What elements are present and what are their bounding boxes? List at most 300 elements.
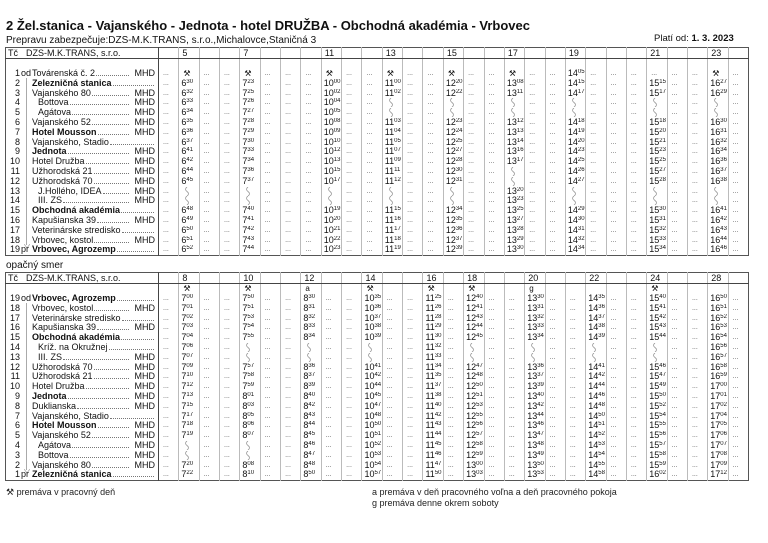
filler-dots: ... — [590, 89, 597, 97]
time-cell — [484, 128, 504, 138]
filler-dots: ... — [407, 226, 413, 234]
filler-dots: ... — [630, 402, 637, 410]
filler-dots: ... — [447, 314, 454, 322]
filler-dots: ... — [407, 148, 413, 156]
time-cell — [321, 392, 341, 402]
time-cell — [240, 421, 260, 431]
filler-dots: ... — [549, 207, 556, 215]
time-cell — [504, 216, 524, 226]
departure-time: $12^{24}$ — [445, 127, 463, 137]
time-cell — [382, 343, 402, 353]
stop-row — [6, 314, 749, 324]
filler-dots: ... — [427, 207, 434, 215]
time-cell — [281, 167, 301, 177]
filler-dots: ... — [549, 373, 556, 381]
time-cell — [362, 441, 382, 451]
time-cell — [626, 363, 646, 373]
time-cell — [342, 363, 362, 373]
filler-dots: ... — [163, 207, 169, 215]
departure-time: $12^{55}$ — [466, 411, 483, 421]
departure-time: $12^{37}$ — [445, 235, 463, 245]
time-cell — [403, 187, 423, 197]
time-cell — [626, 206, 646, 216]
time-cell — [687, 108, 707, 118]
pass-through-icon — [245, 343, 259, 353]
time-cell — [403, 138, 423, 148]
time-cell — [504, 431, 524, 441]
filler-dots: ... — [366, 187, 373, 195]
time-cell — [342, 138, 362, 148]
filler-dots: ... — [671, 138, 678, 146]
filler-dots: ... — [407, 353, 413, 361]
time-cell — [626, 108, 646, 118]
pass-through-icon — [510, 98, 524, 108]
time-cell — [525, 138, 545, 148]
time-cell — [647, 206, 667, 216]
stop-name-row — [6, 98, 158, 108]
time-cell — [728, 363, 748, 373]
time-cell — [606, 245, 626, 255]
zone-label: MHD — [134, 391, 155, 401]
departure-time: $7^{59}$ — [242, 382, 255, 392]
departure-time: $6^{42}$ — [181, 157, 194, 167]
spacer — [403, 59, 423, 70]
spacer — [240, 59, 260, 70]
filler-dots: ... — [732, 118, 739, 126]
stop-name: Vajanského 80 — [32, 460, 91, 470]
time-cell — [281, 187, 301, 197]
filler-dots: ... — [488, 99, 495, 107]
filler-dots: ... — [407, 79, 413, 87]
filler-dots: ... — [203, 412, 210, 420]
time-cell — [179, 431, 199, 441]
departure-time: $16^{31}$ — [710, 127, 727, 137]
departure-time: $8^{30}$ — [303, 294, 316, 303]
stop-name-row — [6, 167, 158, 177]
time-cell — [159, 470, 179, 480]
filler-dots: ... — [224, 99, 230, 107]
time-cell — [464, 98, 484, 108]
time-cell — [565, 236, 585, 246]
time-cell — [281, 147, 301, 157]
stop-number: 18 — [9, 235, 20, 245]
time-cell — [708, 147, 728, 157]
departure-time: $14^{31}$ — [567, 225, 585, 235]
time-cell — [464, 79, 484, 89]
time-cell — [220, 431, 240, 441]
time-cell — [504, 89, 524, 99]
filler-dots: ... — [203, 324, 210, 332]
stop-number: 19 — [9, 245, 20, 255]
departure-time: $10^{45}$ — [364, 391, 382, 401]
time-cell — [220, 294, 240, 304]
filler-dots: ... — [366, 138, 373, 146]
stop-cell — [6, 89, 159, 99]
stop-cell — [6, 382, 159, 392]
stop-row — [6, 304, 749, 314]
time-cell — [626, 187, 646, 197]
time-cell — [342, 353, 362, 363]
time-cell — [504, 79, 524, 89]
time-cell — [708, 343, 728, 353]
time-cell — [342, 118, 362, 128]
time-cell — [525, 294, 545, 304]
filler-dots: ... — [508, 432, 515, 440]
time-cell — [281, 392, 301, 402]
filler-dots: ... — [264, 383, 271, 391]
filler-dots: ... — [569, 392, 576, 400]
stop-name-row — [6, 372, 158, 382]
time-cell — [565, 138, 585, 148]
filler-dots: ... — [285, 236, 291, 244]
time-cell — [545, 382, 565, 392]
service-mark — [179, 284, 199, 295]
time-cell — [260, 236, 280, 246]
filler-dots: ... — [691, 99, 698, 107]
time-cell — [423, 79, 443, 89]
time-cell — [443, 431, 463, 441]
time-cell — [728, 128, 748, 138]
stop-row — [6, 441, 749, 451]
filler-dots: ... — [590, 216, 597, 224]
trip-number — [301, 48, 321, 59]
time-cell — [342, 323, 362, 333]
time-cell — [382, 206, 402, 216]
time-cell — [687, 118, 707, 128]
filler-dots: ... — [203, 353, 210, 361]
departure-time: $13^{20}$ — [506, 186, 524, 196]
departure-time: $12^{43}$ — [466, 313, 483, 323]
departure-time: $11^{00}$ — [384, 78, 401, 88]
departure-time: $10^{53}$ — [364, 450, 382, 460]
filler-dots: ... — [224, 383, 230, 391]
time-cell — [728, 108, 748, 118]
departure-time: $13^{49}$ — [527, 450, 544, 460]
time-cell — [667, 69, 687, 79]
departure-time: $10^{09}$ — [323, 127, 341, 137]
zone-label: MHD — [134, 352, 155, 362]
time-cell — [484, 412, 504, 422]
time-cell — [586, 343, 606, 353]
time-cell — [199, 167, 219, 177]
trip-number: 10 — [240, 273, 260, 284]
filler-dots: ... — [691, 295, 698, 302]
time-cell — [504, 226, 524, 236]
zone-label: MHD — [134, 460, 155, 470]
trip-number — [728, 48, 748, 59]
filler-dots: ... — [163, 138, 169, 146]
departure-time: $11^{26}$ — [425, 303, 442, 313]
time-cell — [484, 461, 504, 471]
filler-dots: ... — [590, 207, 597, 215]
time-cell — [545, 461, 565, 471]
stop-flag: pr — [21, 245, 30, 255]
time-cell — [626, 304, 646, 314]
filler-dots: ... — [285, 187, 291, 195]
time-cell — [321, 304, 341, 314]
departure-time: $12^{30}$ — [445, 166, 463, 176]
time-cell — [647, 451, 667, 461]
departure-time: $12^{35}$ — [445, 215, 463, 225]
time-cell — [382, 372, 402, 382]
time-cell — [484, 304, 504, 314]
filler-dots: ... — [671, 334, 678, 342]
time-cell — [321, 382, 341, 392]
time-cell — [504, 128, 524, 138]
trip-number — [220, 48, 240, 59]
time-cell — [220, 323, 240, 333]
filler-dots: ... — [163, 246, 169, 254]
stop-row — [6, 187, 749, 197]
operator-name: DZS-M.K.TRANS, s.r.o. — [26, 48, 121, 58]
time-cell — [199, 69, 219, 79]
filler-dots: ... — [549, 412, 556, 420]
time-cell — [179, 314, 199, 324]
filler-dots: ... — [366, 216, 373, 224]
stop-number: 3 — [14, 88, 20, 98]
time-cell — [443, 451, 463, 461]
stop-cell — [6, 421, 159, 431]
departure-time: $7^{07}$ — [181, 352, 194, 362]
filler-dots: ... — [447, 392, 454, 400]
filler-dots: ... — [610, 343, 617, 351]
departure-time: $17^{04}$ — [710, 411, 727, 421]
time-cell — [423, 412, 443, 422]
time-cell — [443, 157, 463, 167]
filler-dots: ... — [732, 295, 739, 302]
filler-dots: ... — [549, 226, 556, 234]
filler-dots: ... — [529, 236, 536, 244]
filler-dots: ... — [285, 373, 291, 381]
pass-through-icon — [449, 98, 463, 108]
time-cell — [362, 470, 382, 480]
time-cell — [565, 451, 585, 461]
departure-time: $12^{50}$ — [466, 382, 483, 392]
time-cell — [159, 206, 179, 216]
time-cell — [626, 167, 646, 177]
filler-dots: ... — [366, 109, 373, 117]
departure-time: $7^{58}$ — [242, 372, 255, 382]
time-cell — [281, 363, 301, 373]
pass-through-icon — [184, 187, 198, 197]
time-cell — [281, 226, 301, 236]
filler-dots: ... — [325, 304, 332, 312]
filler-dots: ... — [427, 138, 434, 146]
stop-name-row — [6, 89, 158, 99]
time-cell — [159, 363, 179, 373]
time-cell — [464, 343, 484, 353]
stop-cell — [6, 392, 159, 402]
stop-name-row — [6, 108, 158, 118]
filler-dots: ... — [366, 118, 373, 126]
filler-dots: ... — [224, 304, 230, 312]
filler-dots: ... — [610, 207, 617, 215]
time-cell — [565, 461, 585, 471]
time-cell — [586, 353, 606, 363]
filler-dots: ... — [366, 128, 373, 136]
filler-dots: ... — [610, 451, 617, 459]
time-cell — [159, 216, 179, 226]
filler-dots: ... — [630, 295, 637, 302]
time-cell — [179, 69, 199, 79]
departure-time: $13^{47}$ — [527, 431, 544, 441]
filler-dots: ... — [671, 353, 678, 361]
filler-dots: ... — [285, 109, 291, 117]
time-cell — [342, 412, 362, 422]
departure-time: $8^{34}$ — [303, 333, 316, 343]
time-cell — [362, 392, 382, 402]
pass-through-icon — [184, 441, 198, 451]
departure-time: $11^{29}$ — [425, 323, 442, 333]
time-cell — [159, 187, 179, 197]
service-mark — [382, 284, 402, 295]
time-cell — [504, 382, 524, 392]
filler-dots: ... — [630, 70, 637, 77]
stop-number: 2 — [14, 78, 20, 88]
time-cell — [382, 245, 402, 255]
time-cell — [260, 69, 280, 79]
trip-number — [443, 273, 463, 284]
time-cell — [667, 470, 687, 480]
time-cell — [423, 147, 443, 157]
filler-dots: ... — [732, 207, 739, 215]
time-cell — [667, 196, 687, 206]
filler-dots: ... — [305, 226, 312, 234]
time-cell — [464, 294, 484, 304]
stop-name: Vrbovec, kostol — [32, 303, 94, 313]
filler-dots: ... — [732, 226, 739, 234]
departure-time: $15^{25}$ — [649, 157, 666, 167]
filler-dots: ... — [488, 236, 495, 244]
filler-dots: ... — [407, 187, 413, 195]
filler-dots: ... — [203, 471, 210, 479]
time-cell — [565, 157, 585, 167]
time-cell — [423, 382, 443, 392]
filler-dots: ... — [224, 451, 230, 459]
time-cell — [545, 89, 565, 99]
pass-through-icon — [469, 343, 483, 353]
service-mark — [667, 284, 687, 295]
time-cell — [728, 216, 748, 226]
time-cell — [240, 294, 260, 304]
filler-dots: ... — [549, 471, 556, 479]
pass-through-icon — [367, 353, 381, 363]
time-cell — [525, 421, 545, 431]
time-cell — [220, 343, 240, 353]
time-cell — [301, 128, 321, 138]
filler-dots: ... — [590, 158, 597, 166]
time-cell — [423, 69, 443, 79]
time-cell — [545, 451, 565, 461]
time-cell — [179, 461, 199, 471]
filler-dots: ... — [529, 246, 536, 254]
time-cell — [321, 79, 341, 89]
time-cell — [504, 363, 524, 373]
time-cell — [667, 147, 687, 157]
time-cell — [464, 245, 484, 255]
departure-time: $7^{09}$ — [181, 362, 194, 372]
filler-dots: ... — [346, 314, 352, 322]
time-cell — [667, 402, 687, 412]
time-cell — [545, 245, 565, 255]
dot-leader — [77, 408, 129, 409]
departure-time: $16^{54}$ — [710, 333, 727, 343]
stop-name-row — [6, 461, 158, 471]
filler-dots: ... — [508, 373, 515, 381]
filler-dots: ... — [346, 197, 352, 205]
stop-flag: pr — [21, 470, 30, 480]
filler-dots: ... — [386, 304, 393, 312]
departure-time: $15^{46}$ — [649, 362, 666, 372]
time-cell — [240, 314, 260, 324]
filler-dots: ... — [386, 441, 393, 449]
pass-through-icon — [713, 108, 727, 118]
time-cell — [484, 177, 504, 187]
time-cell — [220, 89, 240, 99]
departure-time: $15^{54}$ — [649, 411, 666, 421]
time-cell — [586, 177, 606, 187]
time-cell — [321, 333, 341, 343]
filler-dots: ... — [468, 226, 474, 234]
departure-time: $7^{23}$ — [242, 78, 255, 88]
filler-dots: ... — [407, 392, 413, 400]
filler-dots: ... — [203, 422, 210, 430]
stop-cell — [6, 196, 159, 206]
time-cell — [281, 431, 301, 441]
departure-time: $16^{51}$ — [710, 303, 727, 313]
time-cell — [321, 245, 341, 255]
departure-time: $17^{00}$ — [710, 382, 727, 392]
time-cell — [443, 147, 463, 157]
departure-time: $14^{15}$ — [567, 78, 585, 88]
departure-time: $13^{28}$ — [506, 225, 524, 235]
stop-row — [6, 118, 749, 128]
time-cell — [464, 461, 484, 471]
time-cell — [260, 333, 280, 343]
departure-time: $15^{55}$ — [649, 421, 666, 431]
time-cell — [484, 470, 504, 480]
filler-dots: ... — [386, 471, 393, 479]
departure-time: $10^{15}$ — [323, 166, 341, 176]
pass-through-icon — [530, 343, 544, 353]
workday-icon: ⚒ — [325, 69, 333, 78]
departure-time: $13^{25}$ — [506, 206, 524, 216]
time-cell — [159, 382, 179, 392]
time-cell — [260, 372, 280, 382]
time-cell — [586, 333, 606, 343]
service-mark — [626, 284, 646, 295]
time-cell — [199, 412, 219, 422]
time-cell — [362, 187, 382, 197]
time-cell — [301, 392, 321, 402]
filler-dots: ... — [346, 109, 352, 117]
service-mark — [545, 284, 565, 295]
time-cell — [159, 372, 179, 382]
time-cell — [525, 333, 545, 343]
departure-time: $11^{15}$ — [384, 206, 401, 216]
departure-time: $10^{48}$ — [364, 411, 382, 421]
filler-dots: ... — [163, 118, 169, 126]
time-cell — [708, 323, 728, 333]
spacer — [504, 59, 524, 70]
time-cell — [342, 402, 362, 412]
departure-time: $14^{52}$ — [588, 431, 605, 441]
time-cell — [342, 187, 362, 197]
time-cell — [260, 451, 280, 461]
stop-number: 1 — [14, 470, 20, 480]
stop-row — [6, 382, 749, 392]
service-mark — [342, 284, 362, 295]
